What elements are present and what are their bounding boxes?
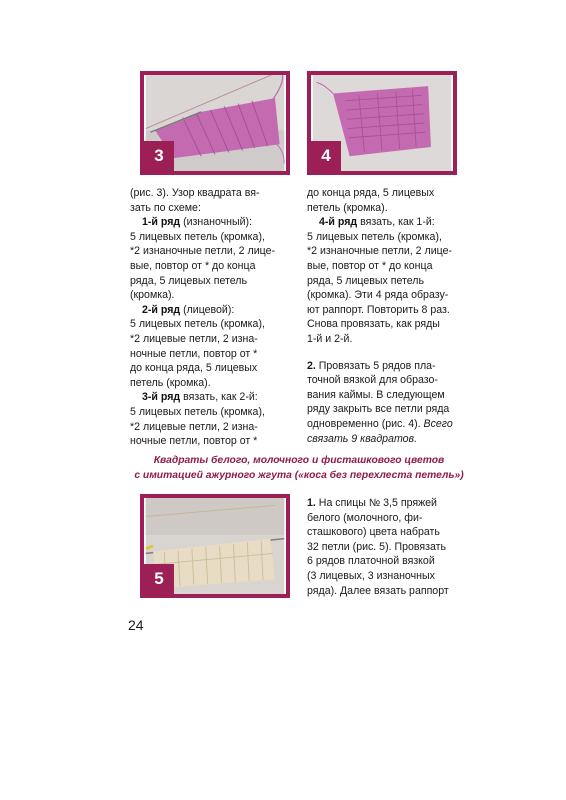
text-line: *2 лицевые петли, 2 изна- <box>130 420 258 433</box>
step1-line <box>307 496 467 511</box>
page-number: 24 <box>128 617 144 633</box>
section-heading-line: с имитацией ажурного жгута («коса без перехлеста петель») <box>134 469 464 481</box>
text-line: (кромка). <box>130 289 175 302</box>
row3-kind: вязать, как 2-й: <box>180 391 258 404</box>
row1-kind: (изнаночный): <box>180 216 252 229</box>
step2-number: 2. <box>307 359 316 372</box>
text-line: ряда, 5 лицевых петель <box>130 274 247 287</box>
text-line: до конца ряда, 5 лицевых <box>130 362 258 375</box>
text-line: ряду закрыть все петли ряда <box>307 403 450 416</box>
text-line: *2 лицевые петли, 2 изна- <box>130 332 258 345</box>
row2-label: 2-й ряд <box>142 303 181 316</box>
figure-4-photo <box>307 71 457 175</box>
text-line: ночные петли, повтор от * <box>130 347 258 360</box>
text-line: *2 изнаночные петли, 2 лице- <box>130 245 275 258</box>
text-line: петель (кромка). <box>307 201 388 214</box>
row4-kind: вязать, как 1-й: <box>357 216 435 229</box>
row2-kind: (лицевой): <box>180 303 235 316</box>
text-line: до конца ряда, 5 лицевых <box>307 187 435 199</box>
section-heading-line: Квадраты белого, молочного и фисташкового цветов <box>153 455 445 466</box>
row1-label: 1-й ряд <box>142 216 181 229</box>
text-line: Снова провязать, как ряды <box>307 318 440 331</box>
section-heading <box>128 454 470 483</box>
text-line: 5 лицевых петель (кромка), <box>307 230 442 243</box>
text-line: ночные петли, повтор от * <box>130 435 258 448</box>
row1-heading <box>130 215 290 230</box>
text-line: ряда). Далее вязать раппорт <box>307 584 449 597</box>
text-line: *2 изнаночные петли, 2 лице- <box>307 245 452 258</box>
text-line: вые, повтор от * до конца <box>307 259 433 272</box>
figure-5-badge: 5 <box>144 564 174 594</box>
figure-3-photo <box>140 71 290 175</box>
text-line: сташкового) цвета набрать <box>307 526 440 539</box>
figure-3-badge: 3 <box>144 141 174 171</box>
step1-text: На спицы № 3,5 пряжей <box>315 497 437 509</box>
text-line: 6 рядов платочной вязкой <box>307 555 435 568</box>
row4-heading <box>307 215 467 230</box>
row3-heading <box>130 390 290 405</box>
text-line: 32 петли (рис. 5). Провязать <box>307 540 447 553</box>
text-line: вания каймы. В следующем <box>307 388 445 401</box>
left-text-column <box>130 186 290 449</box>
step2-text: одновременно (рис. 4). <box>307 417 424 430</box>
step2-line <box>307 359 467 374</box>
text-line: петель (кромка). <box>130 376 211 389</box>
text-line <box>307 417 467 432</box>
text-line: ют раппорт. Повторить 8 раз. <box>307 303 450 316</box>
text-line: ряда, 5 лицевых петель <box>307 274 424 287</box>
text-line: 5 лицевых петель (кромка), <box>130 405 265 418</box>
text-line: вые, повтор от * до конца <box>130 259 256 272</box>
text-line: (рис. 3). Узор квадрата вя- <box>130 187 260 199</box>
row4-label: 4-й ряд <box>319 216 358 229</box>
text-line: зать по схеме: <box>130 201 201 214</box>
step2-italic-line: связать 9 квадратов. <box>307 432 418 445</box>
text-line: белого (молочного, фи- <box>307 511 423 524</box>
figure-5-photo <box>140 494 290 598</box>
row2-heading <box>130 303 290 318</box>
bottom-right-text <box>307 496 467 598</box>
figure-4-badge: 4 <box>311 141 341 171</box>
row3-label: 3-й ряд <box>142 391 181 404</box>
right-text-column <box>307 186 467 446</box>
text-line: (3 лицевых, 3 изнаночных <box>307 569 435 582</box>
text-line: (кромка). Эти 4 ряда образу- <box>307 289 449 302</box>
text-line: 1-й и 2-й. <box>307 332 353 345</box>
step2-italic: Всего <box>423 417 453 430</box>
step2-text: Провязать 5 рядов пла- <box>315 359 436 372</box>
step1-number: 1. <box>307 497 316 509</box>
text-line: точной вязкой для образо- <box>307 374 438 387</box>
text-line: 5 лицевых петель (кромка), <box>130 318 265 331</box>
text-line: 5 лицевых петель (кромка), <box>130 230 265 243</box>
